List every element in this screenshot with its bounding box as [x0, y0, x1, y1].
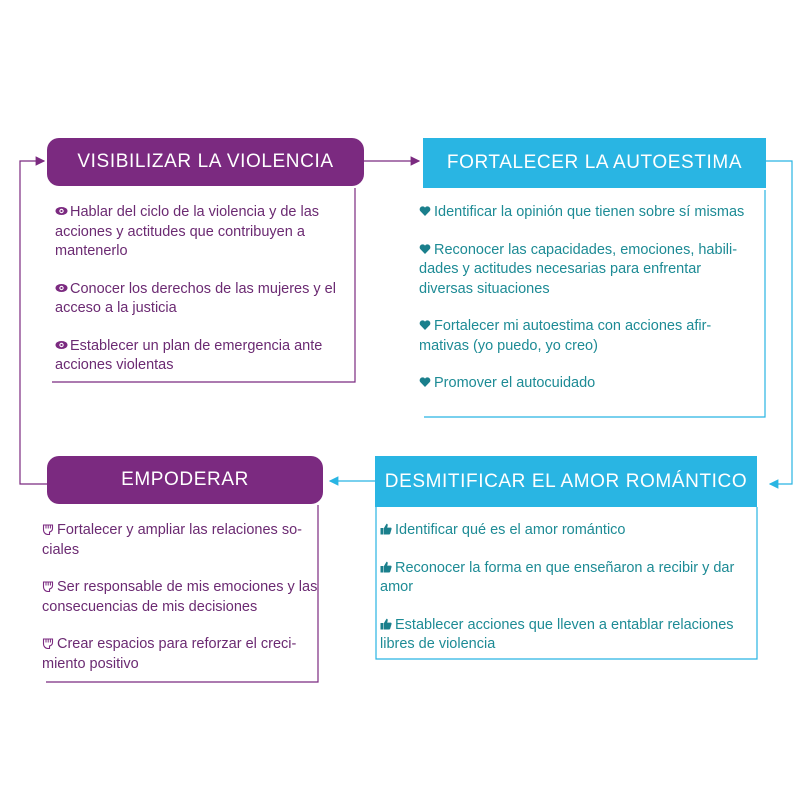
list-item: Hablar del ciclo de la violencia y de las acciones y actitudes que contribuyen a mantenerlo [55, 204, 320, 259]
empoderar-items [42, 521, 318, 692]
list-item: Ser responsable de mis emociones y las consecuencias de mis decisiones [42, 579, 318, 615]
list-item: Reconocer la forma en que enseñaron a recibir y dar amor [380, 559, 735, 595]
list-item: Promover el autocuidado [419, 374, 757, 394]
list-item: Conocer los derechos de las mujeres y el acceso a la justicia [55, 280, 336, 316]
thumbs-up-icon [380, 522, 393, 534]
eye-icon [55, 281, 68, 293]
list-item: Identificar la opinión que tienen sobre sí mismas [419, 203, 757, 223]
heart-icon [419, 204, 432, 216]
raised-fist-icon [42, 579, 55, 591]
empoderar-header [47, 456, 323, 504]
desmitificar-items [380, 521, 754, 673]
desmitificar-title: DESMITIFICAR EL AMOR ROMÁNTICO [384, 470, 748, 492]
empoderar-title: EMPODERAR [121, 469, 249, 490]
arrow-empoderar-to-visibilizar [20, 161, 47, 484]
visibilizar-title: VISIBILIZAR LA VIOLENCIA [77, 151, 334, 172]
arrow-fortalecer-to-desmitificar [766, 161, 792, 484]
visibilizar-header [47, 138, 364, 186]
fortalecer-header [423, 138, 766, 188]
heart-icon [419, 242, 432, 254]
list-item: Fortalecer y ampliar las relaciones so-ciales [42, 522, 302, 558]
fortalecer-title: FORTALECER LA AUTOESTIMA [446, 152, 743, 173]
list-item: Establecer un plan de emergencia ante acciones violentas [55, 337, 323, 373]
raised-fist-icon [42, 522, 55, 534]
list-item: Crear espacios para reforzar el creci-miento positivo [42, 636, 297, 672]
thumbs-up-icon [380, 617, 393, 629]
thumbs-up-icon [380, 560, 393, 572]
desmitificar-header [375, 456, 757, 507]
heart-icon [419, 318, 432, 330]
eye-icon [55, 338, 68, 350]
raised-fist-icon [42, 636, 55, 648]
list-item: Identificar qué es el amor romántico [380, 521, 754, 541]
visibilizar-items [55, 203, 351, 394]
list-item: Establecer acciones que lleven a entablar relaciones libres de violencia [380, 616, 734, 652]
list-item: Fortalecer mi autoestima con acciones afir-mativas (yo puedo, yo creo) [419, 318, 712, 354]
eye-icon [55, 204, 68, 216]
heart-icon [419, 375, 432, 387]
fortalecer-items [419, 203, 757, 412]
list-item: Reconocer las capacidades, emociones, habili-dades y actitudes necesarias para enfrentar diversas situaciones [419, 241, 738, 297]
